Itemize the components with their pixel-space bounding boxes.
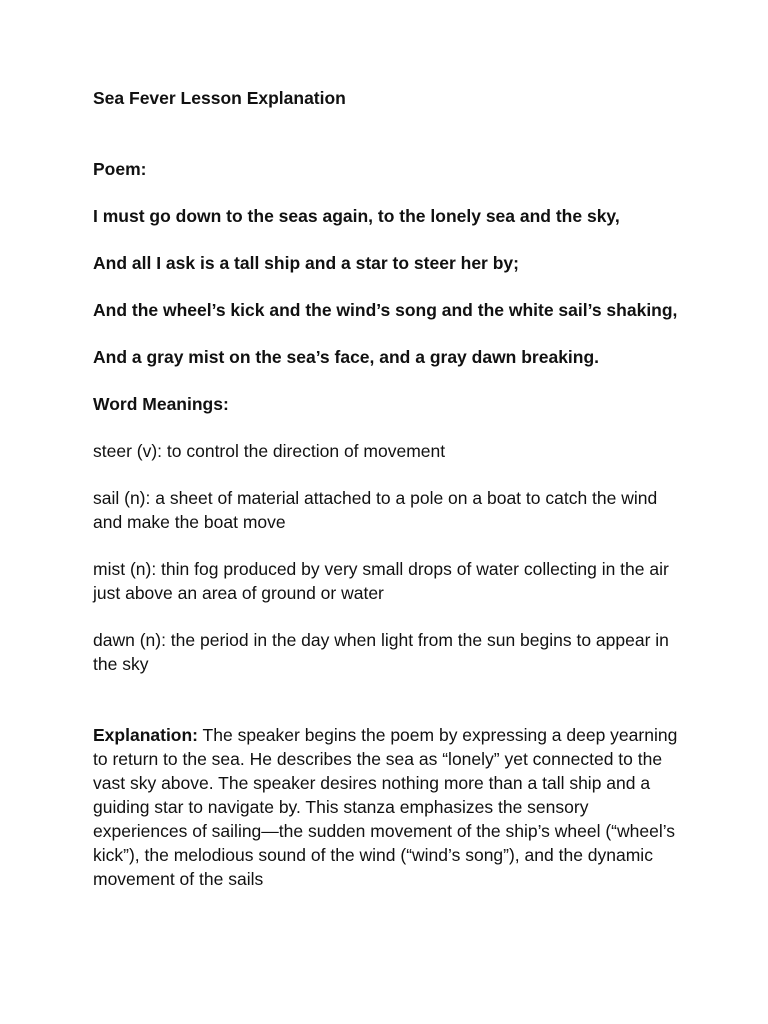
poem-line: I must go down to the seas again, to the lonely sea and the sky, [93, 206, 620, 226]
word-meaning-item: sail (n): a sheet of material attached to a pole on a boat to catch the wind and make the boat move [93, 488, 658, 532]
explanation-label: Explanation: [93, 725, 199, 745]
explanation-paragraph [93, 723, 678, 891]
poem-line: And a gray mist on the sea’s face, and a gray dawn breaking. [93, 347, 600, 367]
word-meaning-item: mist (n): thin fog produced by very small drops of water collecting in the air just above an area of ground or water [93, 559, 669, 603]
poem-line: And the wheel’s kick and the wind’s song and the white sail’s shaking, [93, 300, 678, 320]
document-title: Sea Fever Lesson Explanation [93, 88, 346, 108]
poem-line: And all I ask is a tall ship and a star to steer her by; [93, 253, 519, 273]
word-meanings-heading: Word Meanings: [93, 394, 229, 414]
word-meaning-item: steer (v): to control the direction of movement [93, 441, 446, 461]
document-page [93, 86, 678, 891]
poem-heading: Poem: [93, 159, 147, 179]
explanation-text: The speaker begins the poem by expressing a deep yearning to return to the sea. He describes the sea as “lonely” yet connected to the vast sky above. The speaker desires nothing more than a tall ship and a guiding star to navigate by. This stanza emphasizes the sensory experiences of sailing—the sudden movement of the ship’s wheel (“wheel’s kick”), the melodious sound of the wind (“wind’s song”), and the dynamic movement of the sails [93, 725, 678, 889]
word-meaning-item: dawn (n): the period in the day when light from the sun begins to appear in the sky [93, 630, 669, 674]
